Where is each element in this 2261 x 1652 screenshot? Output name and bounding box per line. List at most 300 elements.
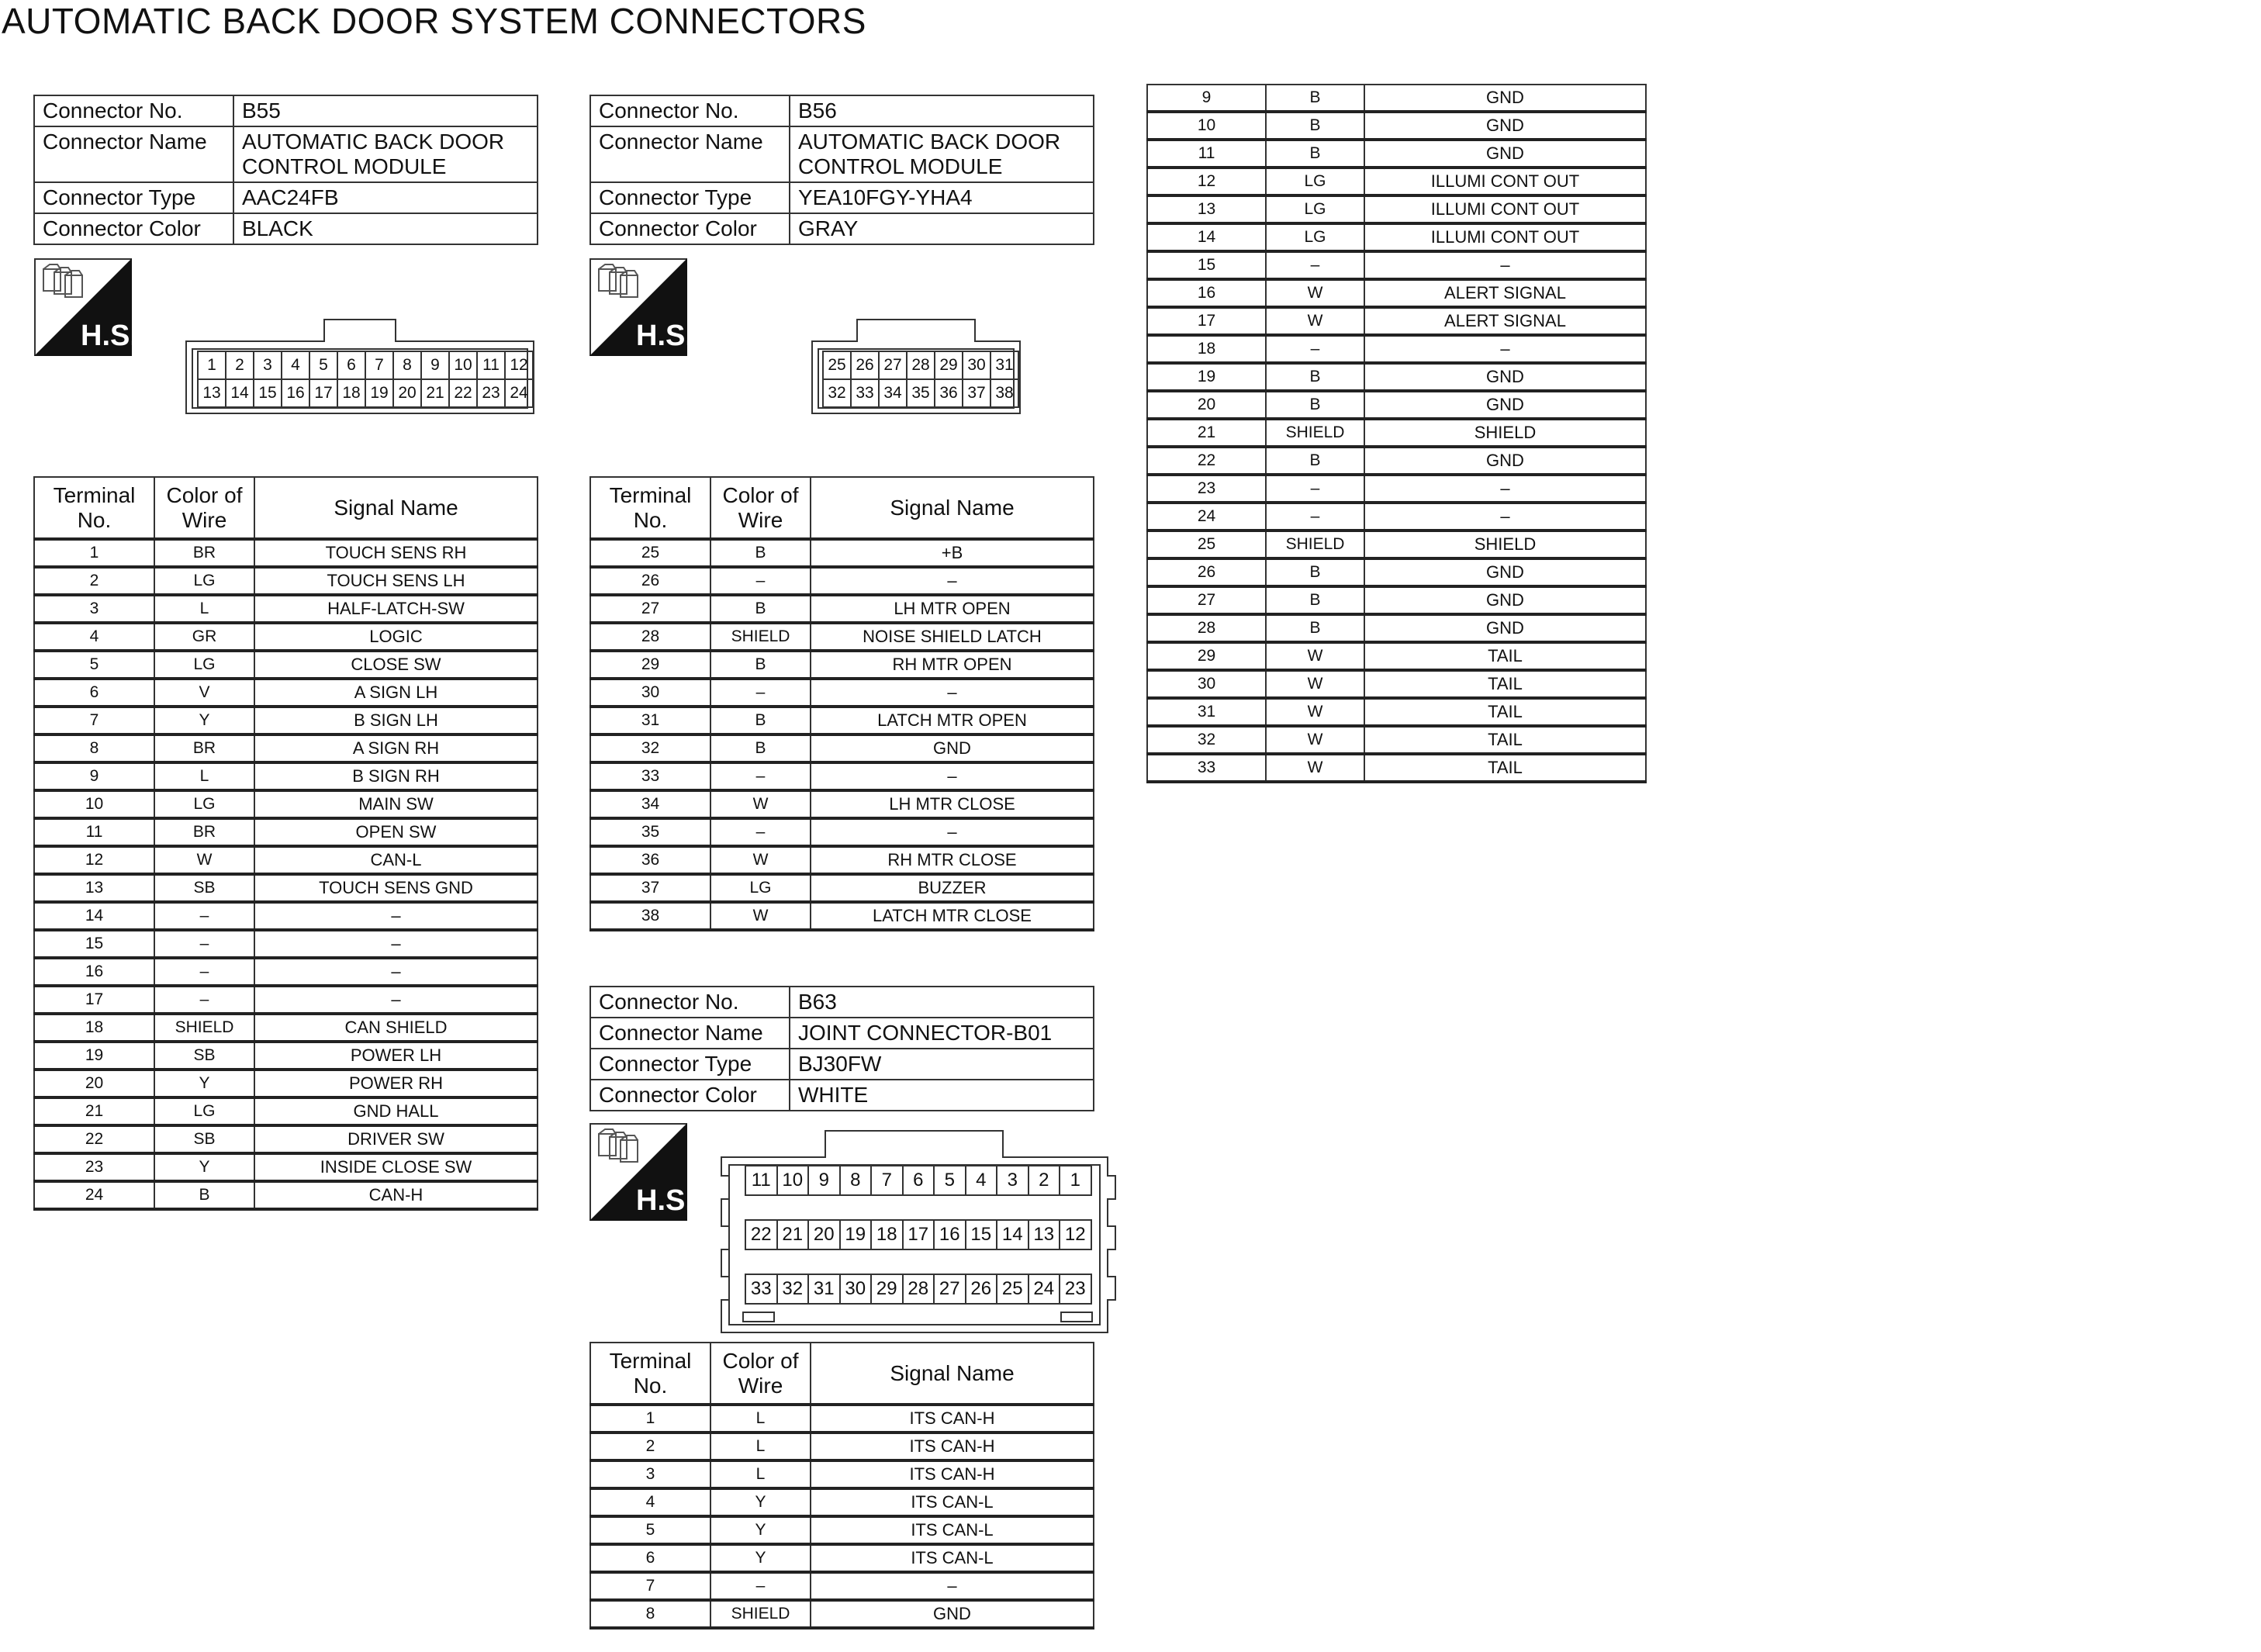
table-row (34, 1042, 538, 1070)
terminal-no-cell: 18 (1147, 335, 1266, 363)
signal-name-cell: GND (811, 734, 1094, 762)
table-row (590, 707, 1094, 734)
connector-name-label: Connector Name (590, 1018, 790, 1049)
wire-color-cell: – (1266, 503, 1364, 531)
connector-color-value: GRAY (790, 213, 1094, 244)
terminal-no-cell: 21 (1147, 419, 1266, 447)
connector-pin: 31 (990, 351, 1019, 380)
wire-color-cell: B (710, 651, 811, 679)
connector-pin: 2 (1028, 1165, 1061, 1196)
wire-color-cell: Y (710, 1516, 811, 1544)
signal-name-cell: TAIL (1364, 754, 1646, 782)
connector-pin: 9 (420, 351, 450, 380)
terminal-no-cell: 30 (1147, 670, 1266, 698)
table-row (34, 1070, 538, 1097)
connector-no-value: B56 (790, 95, 1094, 126)
connector-pin: 4 (281, 351, 310, 380)
signal-name-cell: – (811, 679, 1094, 707)
connector-pin: 11 (476, 351, 506, 380)
table-row (1147, 419, 1646, 447)
terminal-no-cell: 26 (1147, 558, 1266, 586)
connector-name-value: JOINT CONNECTOR-B01 (790, 1018, 1094, 1049)
connector-pin: 1 (197, 351, 226, 380)
terminal-no-cell: 31 (1147, 698, 1266, 726)
signal-name-cell: TAIL (1364, 670, 1646, 698)
signal-name-cell: BUZZER (811, 874, 1094, 902)
connector-pin: 11 (745, 1165, 778, 1196)
signal-name-cell: LATCH MTR OPEN (811, 707, 1094, 734)
connector-pin: 14 (996, 1219, 1029, 1250)
terminal-no-cell: 23 (1147, 475, 1266, 503)
table-row (34, 679, 538, 707)
connector-no-value: B55 (233, 95, 538, 126)
connector-pin: 29 (870, 1274, 904, 1305)
terminal-no-cell: 7 (590, 1572, 710, 1600)
connector-no-label: Connector No. (590, 95, 790, 126)
table-row (590, 762, 1094, 790)
terminal-no-cell: 6 (590, 1544, 710, 1572)
table-row (590, 1600, 1094, 1628)
signal-name-cell: A SIGN RH (254, 734, 538, 762)
signal-name-cell: – (811, 762, 1094, 790)
terminal-no-cell: 13 (1147, 195, 1266, 223)
connector-pin: 18 (337, 378, 366, 408)
wire-color-cell: SB (154, 874, 254, 902)
connector-pin: 21 (776, 1219, 810, 1250)
terminal-no-cell: 14 (1147, 223, 1266, 251)
wire-color-cell: SHIELD (1266, 419, 1364, 447)
table-row (1147, 614, 1646, 642)
connector-pin: 17 (902, 1219, 935, 1250)
table-row (34, 902, 538, 930)
wire-color-cell: W (1266, 642, 1364, 670)
terminal-no-cell: 35 (590, 818, 710, 846)
wire-color-cell: B (1266, 586, 1364, 614)
signal-name-header: Signal Name (811, 477, 1094, 539)
wire-color-cell: Y (710, 1544, 811, 1572)
table-row (1147, 698, 1646, 726)
signal-name-cell: ITS CAN-L (811, 1516, 1094, 1544)
terminal-no-cell: 22 (34, 1125, 154, 1153)
wire-color-cell: LG (154, 567, 254, 595)
connector-pin: 33 (850, 378, 880, 408)
connector-info-b55 (33, 95, 538, 245)
table-row (590, 1433, 1094, 1460)
table-row (1147, 558, 1646, 586)
table-row (1147, 168, 1646, 195)
terminal-no-cell: 4 (34, 623, 154, 651)
wire-color-cell: – (1266, 475, 1364, 503)
table-row (1147, 726, 1646, 754)
table-row (590, 1405, 1094, 1433)
terminal-no-cell: 23 (34, 1153, 154, 1181)
table-row (34, 707, 538, 734)
table-row (590, 567, 1094, 595)
terminal-no-cell: 38 (590, 902, 710, 930)
terminal-no-cell: 3 (34, 595, 154, 623)
wire-color-cell: B (154, 1181, 254, 1209)
signal-name-cell: ITS CAN-L (811, 1544, 1094, 1572)
terminal-no-cell: 2 (34, 567, 154, 595)
wire-color-cell: – (1266, 335, 1364, 363)
connector-pin: 7 (870, 1165, 904, 1196)
terminal-no-cell: 3 (590, 1460, 710, 1488)
connector-pin: 32 (822, 378, 852, 408)
wire-color-cell: B (1266, 112, 1364, 140)
terminal-no-cell: 25 (590, 539, 710, 567)
connector-type-label: Connector Type (590, 1049, 790, 1080)
wire-color-cell: B (710, 734, 811, 762)
signal-name-cell: LH MTR CLOSE (811, 790, 1094, 818)
terminal-no-cell: 37 (590, 874, 710, 902)
terminal-no-cell: 8 (34, 734, 154, 762)
terminal-no-cell: 24 (1147, 503, 1266, 531)
connector-pin: 28 (902, 1274, 935, 1305)
terminal-no-cell: 34 (590, 790, 710, 818)
terminal-no-cell: 8 (590, 1600, 710, 1628)
table-row (1147, 475, 1646, 503)
signal-name-cell: LH MTR OPEN (811, 595, 1094, 623)
wire-color-cell: LG (1266, 168, 1364, 195)
connector-color-label: Connector Color (590, 213, 790, 244)
wire-color-cell: – (154, 902, 254, 930)
terminal-no-cell: 6 (34, 679, 154, 707)
signal-name-cell: – (1364, 335, 1646, 363)
wire-color-header: Color of Wire (154, 477, 254, 539)
wire-color-cell: W (154, 846, 254, 874)
wire-color-header: Color of Wire (710, 1343, 811, 1405)
connector-name-value: AUTOMATIC BACK DOOR CONTROL MODULE (233, 126, 538, 182)
connector-pin: 6 (902, 1165, 935, 1196)
terminal-no-cell: 25 (1147, 531, 1266, 558)
connector-no-label: Connector No. (590, 987, 790, 1018)
connector-pin: 23 (1059, 1274, 1092, 1305)
wire-color-cell: B (1266, 447, 1364, 475)
svg-text:H.S.: H.S. (636, 320, 693, 352)
connector-pin: 12 (504, 351, 534, 380)
connector-type-value: BJ30FW (790, 1049, 1094, 1080)
wire-color-cell: – (154, 930, 254, 958)
table-row (34, 595, 538, 623)
connector-type-value: YEA10FGY-YHA4 (790, 182, 1094, 213)
terminal-no-cell: 29 (590, 651, 710, 679)
connector-pin: 26 (965, 1274, 998, 1305)
signal-name-cell: GND (1364, 85, 1646, 112)
table-row (34, 1181, 538, 1209)
connector-pin: 18 (870, 1219, 904, 1250)
signal-name-cell: – (811, 567, 1094, 595)
signal-name-cell: RH MTR OPEN (811, 651, 1094, 679)
connector-pin: 31 (807, 1274, 841, 1305)
table-row (590, 651, 1094, 679)
pin-table-b55 (33, 476, 538, 1211)
signal-name-cell: MAIN SW (254, 790, 538, 818)
connector-pin: 32 (776, 1274, 810, 1305)
signal-name-cell: GND (1364, 391, 1646, 419)
connector-no-label: Connector No. (34, 95, 233, 126)
terminal-no-header: Terminal No. (590, 477, 710, 539)
terminal-no-cell: 5 (34, 651, 154, 679)
signal-name-cell: TOUCH SENS GND (254, 874, 538, 902)
wire-color-cell: B (1266, 614, 1364, 642)
table-row (34, 846, 538, 874)
wire-color-cell: L (710, 1405, 811, 1433)
harness-side-icon (34, 258, 138, 356)
terminal-no-cell: 22 (1147, 447, 1266, 475)
connector-pin: 16 (933, 1219, 966, 1250)
signal-name-cell: – (254, 958, 538, 986)
terminal-no-cell: 19 (34, 1042, 154, 1070)
table-row (590, 902, 1094, 930)
signal-name-cell: ILLUMI CONT OUT (1364, 168, 1646, 195)
table-row (1147, 503, 1646, 531)
connector-pin: 24 (504, 378, 534, 408)
wire-color-cell: BR (154, 734, 254, 762)
wire-color-cell: – (1266, 251, 1364, 279)
signal-name-cell: GND (1364, 447, 1646, 475)
signal-name-cell: B SIGN RH (254, 762, 538, 790)
wire-color-cell: LG (1266, 195, 1364, 223)
wire-color-cell: – (154, 958, 254, 986)
signal-name-cell: SHIELD (1364, 531, 1646, 558)
wire-color-cell: – (710, 818, 811, 846)
connector-pin: 27 (933, 1274, 966, 1305)
wire-color-cell: B (1266, 558, 1364, 586)
terminal-no-cell: 36 (590, 846, 710, 874)
table-row (34, 1014, 538, 1042)
table-row (590, 818, 1094, 846)
signal-name-cell: TOUCH SENS LH (254, 567, 538, 595)
terminal-no-cell: 18 (34, 1014, 154, 1042)
table-row (590, 874, 1094, 902)
terminal-no-cell: 17 (1147, 307, 1266, 335)
table-row (590, 1572, 1094, 1600)
connector-pin: 19 (839, 1219, 873, 1250)
table-row (34, 874, 538, 902)
wire-color-cell: W (710, 846, 811, 874)
wire-color-cell: SHIELD (1266, 531, 1364, 558)
table-row (590, 595, 1094, 623)
table-row (34, 734, 538, 762)
signal-name-cell: NOISE SHIELD LATCH (811, 623, 1094, 651)
table-row (34, 623, 538, 651)
connector-pin: 25 (822, 351, 852, 380)
terminal-no-cell: 12 (34, 846, 154, 874)
table-row (34, 790, 538, 818)
connector-pin: 13 (1028, 1219, 1061, 1250)
table-row (1147, 85, 1646, 112)
terminal-no-cell: 16 (1147, 279, 1266, 307)
harness-side-icon (589, 258, 693, 356)
signal-name-cell: – (254, 930, 538, 958)
wire-color-cell: W (1266, 698, 1364, 726)
wire-color-cell: SB (154, 1125, 254, 1153)
connector-pin: 22 (745, 1219, 778, 1250)
signal-name-cell: TAIL (1364, 698, 1646, 726)
connector-pin: 21 (420, 378, 450, 408)
wire-color-cell: L (710, 1433, 811, 1460)
connector-pin: 15 (965, 1219, 998, 1250)
connector-pin: 15 (253, 378, 282, 408)
table-row (34, 567, 538, 595)
connector-pin: 23 (476, 378, 506, 408)
wire-color-header: Color of Wire (710, 477, 811, 539)
wire-color-cell: W (1266, 754, 1364, 782)
connector-color-label: Connector Color (34, 213, 233, 244)
connector-info-b63 (589, 986, 1094, 1111)
wire-color-cell: SHIELD (710, 1600, 811, 1628)
table-row (1147, 670, 1646, 698)
table-row (34, 958, 538, 986)
wire-color-cell: SHIELD (154, 1014, 254, 1042)
terminal-no-cell: 26 (590, 567, 710, 595)
pin-table-b63-continued (1146, 84, 1647, 783)
connector-pin: 30 (962, 351, 991, 380)
terminal-no-cell: 27 (1147, 586, 1266, 614)
signal-name-cell: CAN-L (254, 846, 538, 874)
wire-color-cell: B (1266, 391, 1364, 419)
connector-pin: 16 (281, 378, 310, 408)
signal-name-cell: ITS CAN-H (811, 1405, 1094, 1433)
signal-name-cell: +B (811, 539, 1094, 567)
signal-name-cell: GND (1364, 614, 1646, 642)
table-row (1147, 307, 1646, 335)
terminal-no-header: Terminal No. (590, 1343, 710, 1405)
wire-color-cell: W (1266, 307, 1364, 335)
connector-pin: 17 (309, 378, 338, 408)
table-row (590, 734, 1094, 762)
wire-color-cell: W (1266, 279, 1364, 307)
wire-color-cell: SB (154, 1042, 254, 1070)
terminal-no-cell: 15 (34, 930, 154, 958)
wire-color-cell: – (154, 986, 254, 1014)
terminal-no-header: Terminal No. (34, 477, 154, 539)
signal-name-cell: GND (1364, 140, 1646, 168)
signal-name-cell: TOUCH SENS RH (254, 539, 538, 567)
terminal-no-cell: 10 (34, 790, 154, 818)
signal-name-cell: TAIL (1364, 726, 1646, 754)
table-row (34, 1153, 538, 1181)
svg-text:H.S.: H.S. (81, 320, 138, 352)
connector-pin: 5 (933, 1165, 966, 1196)
signal-name-cell: ALERT SIGNAL (1364, 279, 1646, 307)
wire-color-cell: W (1266, 670, 1364, 698)
wire-color-cell: L (710, 1460, 811, 1488)
connector-pin: 7 (365, 351, 394, 380)
wire-color-cell: – (710, 762, 811, 790)
table-row (1147, 531, 1646, 558)
svg-text:H.S.: H.S. (636, 1184, 693, 1217)
signal-name-cell: CAN-H (254, 1181, 538, 1209)
terminal-no-cell: 28 (1147, 614, 1266, 642)
terminal-no-cell: 31 (590, 707, 710, 734)
wire-color-cell: LG (154, 790, 254, 818)
wire-color-cell: SHIELD (710, 623, 811, 651)
terminal-no-cell: 20 (1147, 391, 1266, 419)
wire-color-cell: B (710, 539, 811, 567)
terminal-no-cell: 33 (1147, 754, 1266, 782)
connector-pin: 13 (197, 378, 226, 408)
signal-name-cell: SHIELD (1364, 419, 1646, 447)
table-row (1147, 586, 1646, 614)
signal-name-cell: CLOSE SW (254, 651, 538, 679)
connector-pin: 25 (996, 1274, 1029, 1305)
terminal-no-cell: 24 (34, 1181, 154, 1209)
connector-pin: 5 (309, 351, 338, 380)
terminal-no-cell: 10 (1147, 112, 1266, 140)
table-row (590, 1488, 1094, 1516)
terminal-no-cell: 32 (590, 734, 710, 762)
signal-name-cell: ITS CAN-H (811, 1460, 1094, 1488)
terminal-no-cell: 9 (1147, 85, 1266, 112)
connector-pin: 12 (1059, 1219, 1092, 1250)
connector-pin: 10 (776, 1165, 810, 1196)
terminal-no-cell: 2 (590, 1433, 710, 1460)
wire-color-cell: Y (710, 1488, 811, 1516)
wire-color-cell: B (710, 595, 811, 623)
table-row (1147, 642, 1646, 670)
table-row (34, 1125, 538, 1153)
signal-name-cell: B SIGN LH (254, 707, 538, 734)
signal-name-cell: TAIL (1364, 642, 1646, 670)
terminal-no-cell: 32 (1147, 726, 1266, 754)
wire-color-cell: W (1266, 726, 1364, 754)
pin-table-b56 (589, 476, 1094, 931)
terminal-no-cell: 16 (34, 958, 154, 986)
table-row (34, 762, 538, 790)
table-row (1147, 112, 1646, 140)
connector-pin: 14 (225, 378, 254, 408)
terminal-no-cell: 14 (34, 902, 154, 930)
wire-color-cell: B (710, 707, 811, 734)
terminal-no-cell: 15 (1147, 251, 1266, 279)
wire-color-cell: B (1266, 363, 1364, 391)
connector-pin: 22 (448, 378, 478, 408)
terminal-no-cell: 9 (34, 762, 154, 790)
connector-pin: 4 (965, 1165, 998, 1196)
terminal-no-cell: 5 (590, 1516, 710, 1544)
connector-pin: 28 (906, 351, 935, 380)
table-row (34, 930, 538, 958)
signal-name-cell: GND (811, 1600, 1094, 1628)
connector-pin: 20 (807, 1219, 841, 1250)
signal-name-cell: POWER LH (254, 1042, 538, 1070)
wire-color-cell: – (710, 567, 811, 595)
wire-color-cell: W (710, 790, 811, 818)
signal-name-cell: – (1364, 251, 1646, 279)
table-row (590, 1544, 1094, 1572)
table-row (590, 1460, 1094, 1488)
connector-pin: 6 (337, 351, 366, 380)
connector-pin: 35 (906, 378, 935, 408)
table-row (34, 1097, 538, 1125)
connector-color-label: Connector Color (590, 1080, 790, 1111)
signal-name-header: Signal Name (811, 1343, 1094, 1405)
pin-table-b63 (589, 1342, 1094, 1630)
wire-color-cell: V (154, 679, 254, 707)
terminal-no-cell: 33 (590, 762, 710, 790)
signal-name-cell: LOGIC (254, 623, 538, 651)
connector-pin: 24 (1028, 1274, 1061, 1305)
connector-color-value: BLACK (233, 213, 538, 244)
harness-side-icon (589, 1123, 693, 1221)
wire-color-cell: L (154, 762, 254, 790)
terminal-no-cell: 19 (1147, 363, 1266, 391)
signal-name-cell: LATCH MTR CLOSE (811, 902, 1094, 930)
wire-color-cell: LG (154, 1097, 254, 1125)
connector-pin: 10 (448, 351, 478, 380)
table-row (1147, 195, 1646, 223)
